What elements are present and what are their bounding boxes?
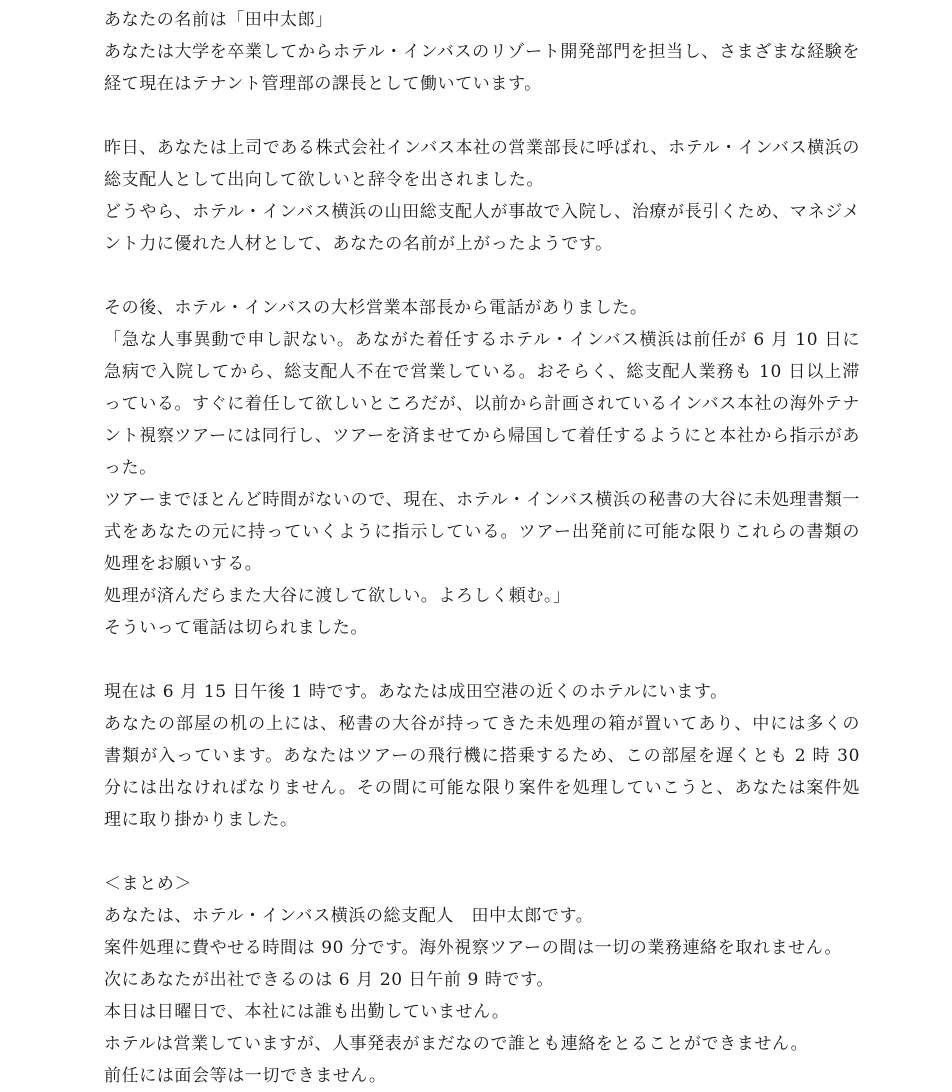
paragraph-spacer [104,836,860,868]
paragraph-current-time: 現在は 6 月 15 日午後 1 時です。あなたは成田空港の近くのホテルにいます。 [104,682,728,702]
paragraph-situation: あなたの部屋の机の上には、秘書の大谷が持ってきた未処理の箱が置いてあり、中には多くの書類が入っています。あなたはツアーの飛行機に搭乗するため、この部屋を遅くとも 2 時 30 分には出なければなりません。その間に可能な限り案件を処理していこうと、あなたは案件処理に取り掛かりました。 [104,714,867,830]
summary-sunday: 本日は日曜日で、本社には誰も出勤していません。 [104,1002,510,1022]
paragraph-spacer [104,100,860,132]
summary-no-meeting: 前任には面会等は一切できません。 [104,1066,387,1086]
paragraph-career: あなたは大学を卒業してからホテル・インバスのリゾート開発部門を担当し、さまざまな経験を経て現在はテナント管理部の課長として働いています。 [104,42,860,94]
summary-role: あなたは、ホテル・インバス横浜の総支配人 田中太郎です。 [104,906,594,926]
paragraph-spacer [104,644,860,676]
summary-heading: ＜まとめ＞ [104,874,192,894]
paragraph-phone-call: その後、ホテル・インバスの大杉営業本部長から電話がありました。 [104,298,648,318]
summary-no-contact: ホテルは営業していますが、人事発表がまだなので誰とも連絡をとることができません。 [104,1034,809,1054]
paragraph-quote-start: 「急な人事異動で申し訳ない。あながた着任するホテル・インバス横浜は前任が 6 月 10 日に急病で入院してから、総支配人不在で営業している。おそらく、総支配人業務も 10 日以上滞っている。すぐに着任して欲しいところだが、以前から計画されているインバス本社の海外テナント視察ツアーには同行し、ツアーを済ませてから帰国して着任するようにと本社から指示があった。 [104,330,860,478]
paragraph-spacer [104,260,860,292]
summary-next-office-day: 次にあなたが出社できるのは 6 月 20 日午前 9 時です。 [104,970,554,990]
paragraph-reason: どうやら、ホテル・インバス横浜の山田総支配人が事故で入院し、治療が長引くため、マネジメント力に優れた人材として、あなたの名前が上がったようです。 [104,202,860,254]
summary-time-limit: 案件処理に費やせる時間は 90 分です。海外視察ツアーの間は一切の業務連絡を取れません。 [104,938,842,958]
paragraph-quote-documents: ツアーまでほとんど時間がないので、現在、ホテル・インバス横浜の秘書の大谷に未処理書類一式をあなたの元に持っていくように指示している。ツアー出発前に可能な限りこれらの書類の処理をお願いする。 [104,490,860,574]
paragraph-quote-end: 処理が済んだらまた大谷に渡して欲しい。よろしく頼む。」 [104,586,571,606]
paragraph-call-ended: そういって電話は切られました。 [104,618,368,638]
paragraph-name-intro: あなたの名前は「田中太郎」 [104,10,333,30]
paragraph-appointment: 昨日、あなたは上司である株式会社インバス本社の営業部長に呼ばれ、ホテル・インバス横浜の総支配人として出向して欲しいと辞令を出されました。 [104,138,860,190]
scenario-document [104,4,867,1092]
